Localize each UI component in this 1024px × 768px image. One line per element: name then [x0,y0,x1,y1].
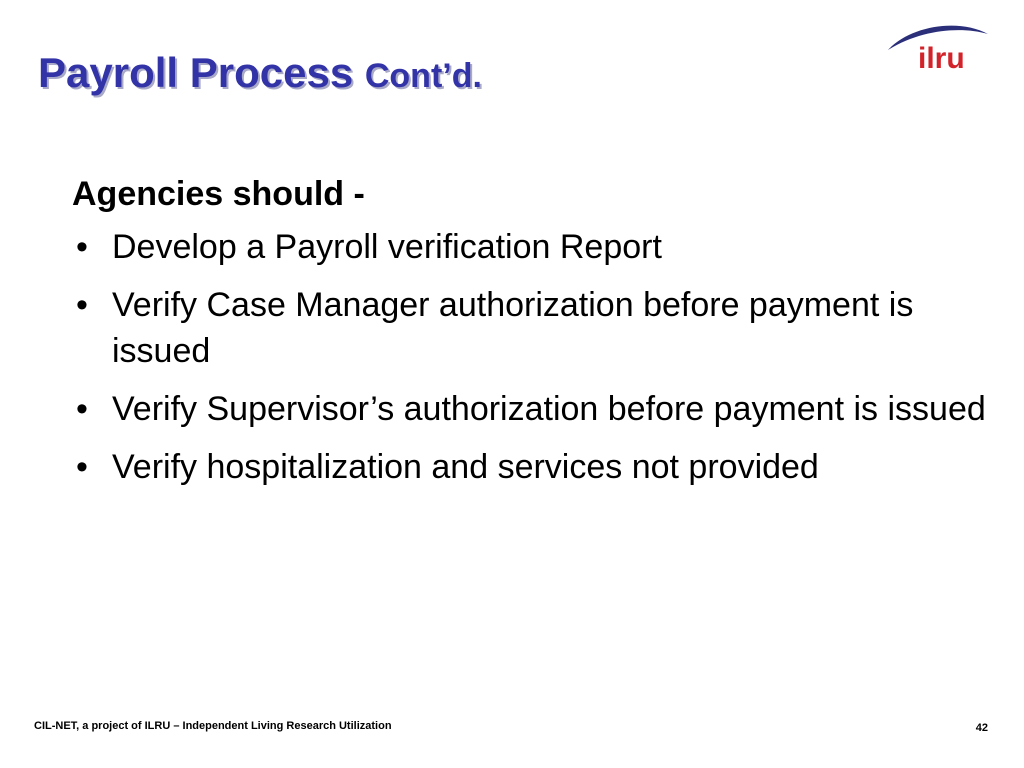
bullet-icon: • [76,448,88,486]
slide-title-suffix: Cont’d. [364,57,482,95]
footer-text: CIL-NET, a project of ILRU – Independent Living Research Utilization [34,720,392,732]
bullet-list [72,224,992,490]
bullet-icon: • [76,228,88,266]
slide-title [38,49,482,96]
bullet-text: Develop a Payroll verification Report [112,228,662,266]
bullet-text: Verify Supervisor’s authorization before payment is issued [112,390,986,428]
bullet-text: Verify hospitalization and services not provided [112,448,819,486]
logo-text: ilru [918,42,965,74]
bullet-item [72,224,992,270]
bullet-icon: • [76,390,88,428]
body-heading: Agencies should - [72,175,365,213]
bullet-item [72,282,992,374]
page-number: 42 [975,722,988,734]
bullet-icon: • [76,286,88,324]
bullet-item [72,386,992,432]
bullet-text: Verify Case Manager authorization before payment is issued [112,286,914,370]
ilru-logo [884,16,992,74]
bullet-item [72,444,992,490]
slide-body [72,170,992,502]
slide-title-main: Payroll Process [38,49,365,96]
